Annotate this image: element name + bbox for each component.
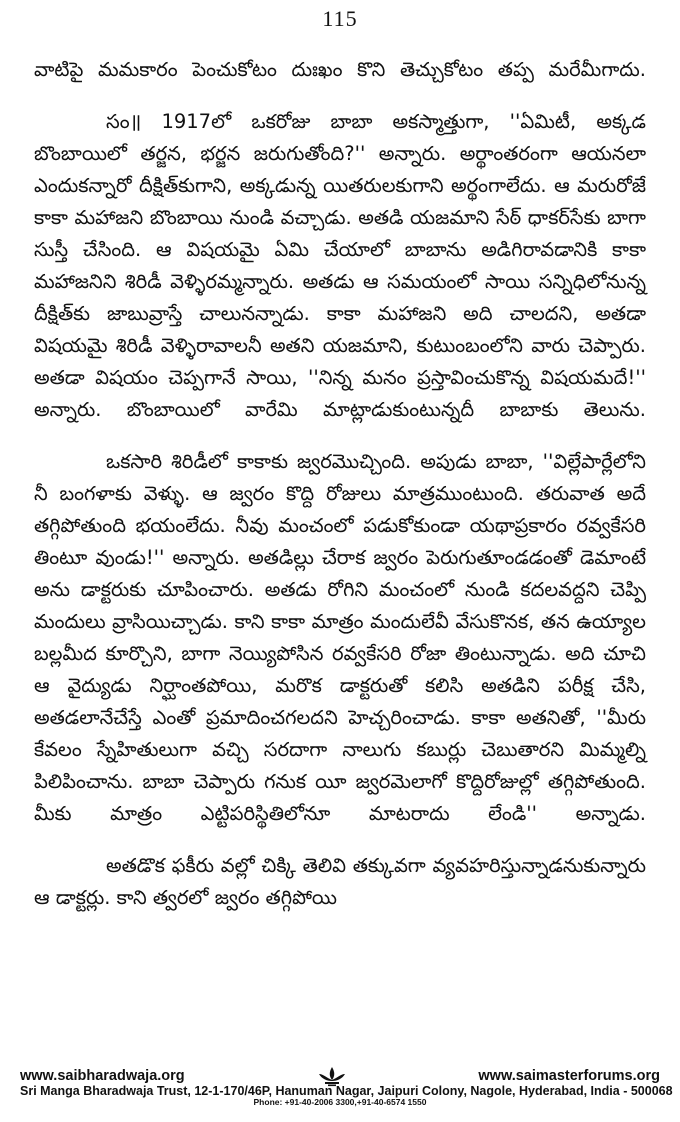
- footer-phone: Phone: +91-40-2006 3300,+91-40-6574 1550: [253, 1097, 427, 1107]
- paragraph-2: సం॥ 1917లో ఒకరోజు బాబా అకస్మాత్తుగా, ''ఏమిటీ, అక్కడ బొంబాయిలో తర్జన, భర్జన జరుగుతోంది?'' అన్నారు. అర్థాంతరంగా ఆయనలా ఎందుకన్నారో దీక్షిత్‌కుగాని, అక్కడున్న యితరులకుగాని అర్థంగాలేదు. ఆ మరురోజే కాకా మహాజని బొంబాయి నుండి వచ్చాడు. అతడి యజమాని సేఠ్ ధాకర్‌సేకు బాగా సుస్తీ చేసింది. ఆ విషయమై ఏమి చేయాలో బాబాను అడిగిరావడానికి కాకా మహాజనిని శిరిడీ వెళ్ళిరమ్మన్నారు. అతడు ఆ సమయంలో సాయి సన్నిధిలోనున్న దీక్షిత్‌కు జాబువ్రాస్తే చాలునన్నాడు. కాకా మహాజని అది చాలదని, అతడా విషయమై శిరిడీ వెళ్ళిరావాలనీ అతని యజమాని, కుటుంబంలోని వారు చెప్పారు. అతడా విషయం చెప్పగానే సాయి, ''నిన్న మనం ప్రస్తావించుకొన్న విషయమదే!'' అన్నారు. బొంబాయిలో వారేమి మాట్లాడుకుంటున్నదీ బాబాకు తెలును.: [34, 110, 646, 421]
- page-footer: [20, 1066, 673, 1107]
- paragraph-3: ఒకసారి శిరిడీలో కాకాకు జ్వరమొచ్చింది. అపుడు బాబా, ''విల్లేపార్లేలోని నీ బంగళాకు వెళ్ళు. ఆ జ్వరం కొద్ది రోజులు మాత్రముంటుంది. తరువాత అదే తగ్గిపోతుంది భయంలేదు. నీవు మంచంలో పడుకోకుండా యథాప్రకారం రవ్వకేసరి తింటూ వుండు!'' అన్నారు. అతడిల్లు చేరాక జ్వరం పెరుగుతూండడంతో డెమాంటే అను డాక్టరుకు చూపించారు. అతడు రోగిని మంచంలో నుండి కదలవద్దని చెప్పి మందులు వ్రాసియిచ్చాడు. కాని కాకా మాత్రం మందులేవీ వేసుకొనక, తన ఉయ్యాల బల్లమీద కూర్చొని, బాగా నెయ్యిపోసిన రవ్వకేసరి రోజా తింటున్నాడు. అది చూచి ఆ వైద్యుడు నిర్ఘాంతపోయి, మరొక డాక్టరుతో కలిసి అతడిని పరీక్ష చేసి, అతడలానేచేస్తే ఎంతో ప్రమాదించగలదని హెచ్చరించాడు. కాకా అతనితో, ''మీరు కేవలం స్నేహితులుగా వచ్చి సరదాగా నాలుగు కబుర్లు చెబుతారని మిమ్మల్ని పిలిపించాను. బాబా చెప్పారు గనుక యీ జ్వరమెలాగో కొద్దిరోజుల్లో తగ్గిపోతుంది. మీకు మాత్రం ఎట్టిపరిస్థితిలోనూ మాటరాదు లేండి'' అన్నాడు.: [34, 450, 646, 825]
- footer-right-site[interactable]: www.saimasterforums.org: [478, 1068, 660, 1084]
- paragraph-4: అతడొక ఫకీరు వల్లో చిక్కి తెలివి తక్కువగా వ్యవహరిస్తున్నాడనుకున్నారు ఆ డాక్టర్లు. కాని త్వరలో జ్వరం తగ్గిపోయి: [34, 854, 646, 909]
- footer-left-site[interactable]: www.saibharadwaja.org: [20, 1068, 185, 1084]
- paragraph-1: వాటిపై మమకారం పెంచుకోటం దుఃఖం కొని తెచ్చుకోటం తప్ప మరేమీగాదు.: [34, 58, 646, 81]
- page-body: [34, 54, 646, 914]
- footer-address: Sri Manga Bharadwaja Trust, 12-1-170/46P, Hanuman Nagar, Jaipuri Colony, Nagole, Hyderabad, India - 500068: [20, 1084, 673, 1098]
- page-number: 115: [322, 6, 358, 31]
